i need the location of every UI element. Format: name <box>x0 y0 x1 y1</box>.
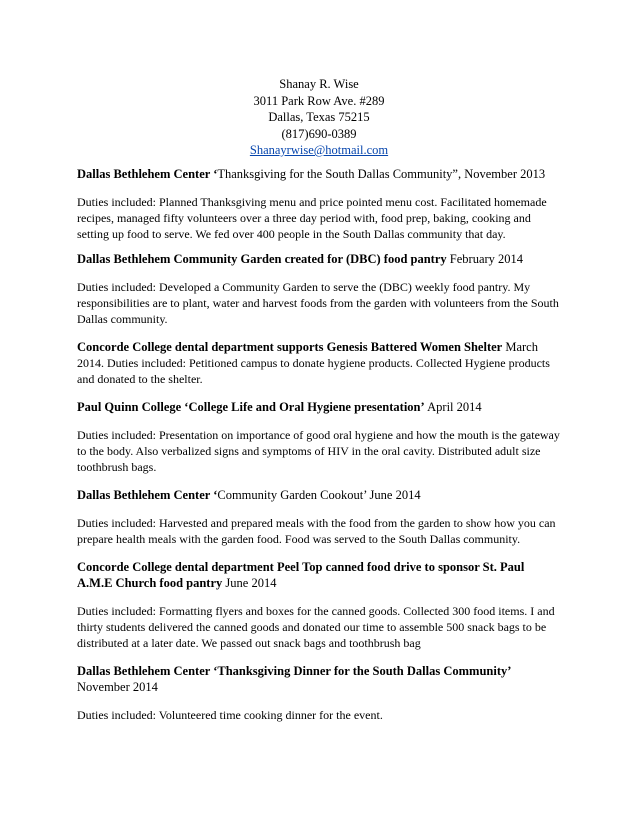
entry-duties: Duties included: Formatting flyers and boxes for the canned goods. Collected 300 food items. I and thirty students delivered the canned goods and donated our time to assemble 500 snack bags to be distributed at a later date. We passed out snack bags and toothbrush bag <box>77 603 555 650</box>
entry-title: Dallas Bethlehem Community Garden created for (DBC) food pantry February 2014 <box>77 251 524 266</box>
entry-title: Dallas Bethlehem Center ‘Thanksgiving for the South Dallas Community”, November 2013 <box>77 166 546 181</box>
entry-duties: 2014. Duties included: Petitioned campus to donate hygiene products. Collected Hygiene products and donated to the shelter. <box>77 355 550 386</box>
city-state-zip: Dallas, Texas 75215 <box>268 110 370 124</box>
street-address: 3011 Park Row Ave. #289 <box>253 93 385 108</box>
entry-title: Concorde College dental department supports Genesis Battered Women Shelter March <box>77 339 538 354</box>
entry-duties: Duties included: Harvested and prepared meals with the food from the garden to show how you can prepare health meals with the garden food. Food was served to the South Dallas community. <box>77 515 556 546</box>
entry-title: Paul Quinn College ‘College Life and Oral Hygiene presentation’ April 2014 <box>77 399 482 414</box>
entry-duties: Duties included: Presentation on importance of good oral hygiene and how the mouth is the gateway to the body. Also verbalized signs and symptoms of HIV in the oral cavity. Distributed adult size toothbrush bags. <box>77 427 560 474</box>
name: Shanay R. Wise <box>279 77 359 91</box>
contact-header <box>77 76 561 159</box>
phone-number: (817)690-0389 <box>281 126 357 141</box>
entry-duties: Duties included: Developed a Community Garden to serve the (DBC) weekly food pantry. My responsibilities are to plant, water and harvest foods from the garden with volunteers from the South Dallas community. <box>77 279 559 326</box>
resume-page <box>77 76 561 723</box>
entry-duties: Duties included: Planned Thanksgiving menu and price pointed menu cost. Facilitated homemade recipes, managed fifty volunteers over a three day period with, food prep, baking, cooking and setting up food to serve. We fed over 400 people in the South Dallas community that day. <box>77 194 547 241</box>
entry-title: Dallas Bethlehem Center ‘Thanksgiving Dinner for the South Dallas Community’ November 2014 <box>77 663 512 694</box>
entry-duties: Duties included: Volunteered time cooking dinner for the event. <box>77 707 383 722</box>
email-link[interactable]: Shanayrwise@hotmail.com <box>249 143 389 157</box>
entry-title: Concorde College dental department Peel Top canned food drive to sponsor St. Paul A.M.E Church food pantry June 2014 <box>77 559 525 590</box>
entry-title: Dallas Bethlehem Center ‘Community Garden Cookout’ June 2014 <box>77 487 421 502</box>
